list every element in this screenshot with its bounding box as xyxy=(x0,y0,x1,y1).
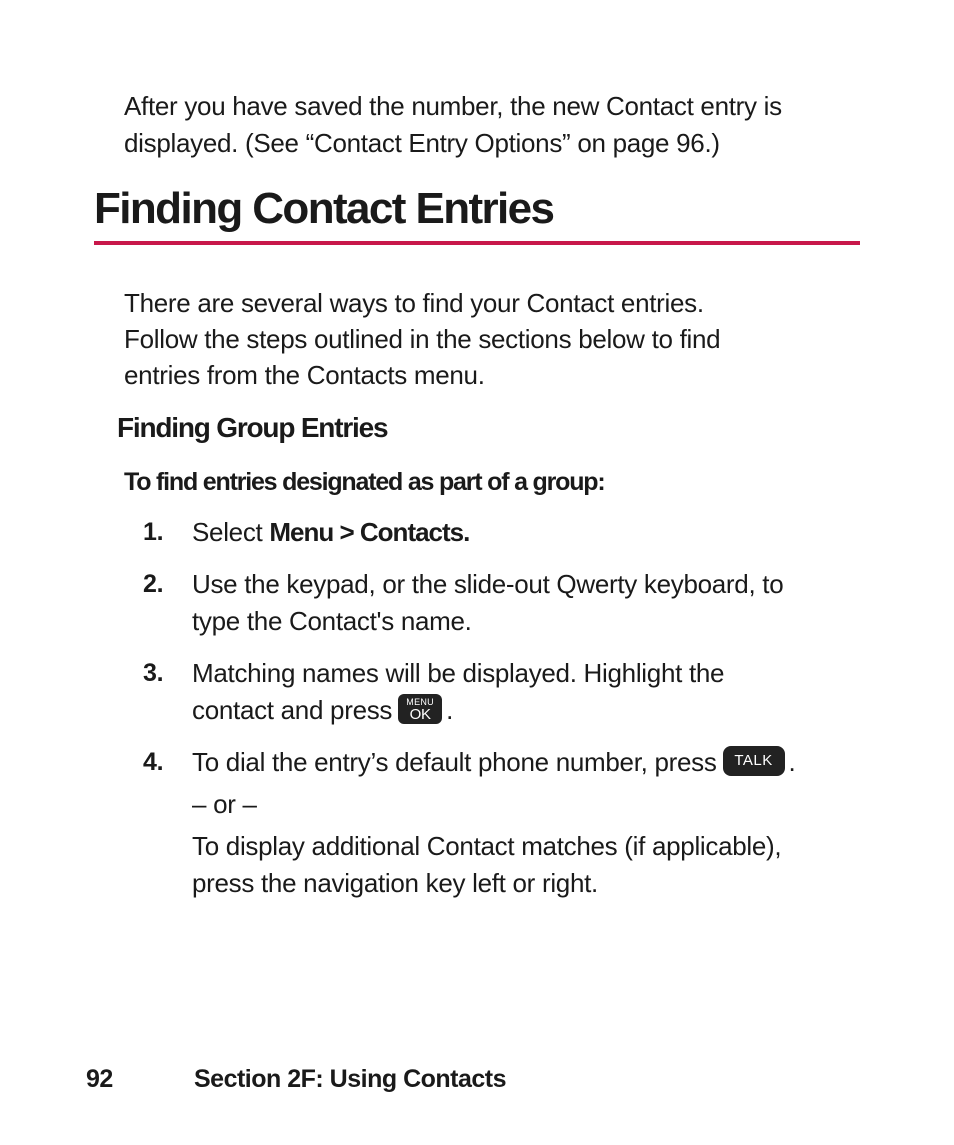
talk-key-icon xyxy=(723,746,785,776)
step-4-alt-line-1: To display additional Contact matches (if applicable), xyxy=(192,831,782,861)
step-1-prefix: Select xyxy=(192,517,270,547)
talk-key-label: TALK xyxy=(734,752,773,770)
step-number: 4. xyxy=(143,748,164,776)
step-text xyxy=(192,655,852,729)
step-text xyxy=(192,566,852,640)
step-3-line-2-prefix: contact and press xyxy=(192,695,393,725)
step-number: 2. xyxy=(143,570,164,598)
step-3-line-1: Matching names will be displayed. Highlight the xyxy=(192,658,725,688)
step-text xyxy=(192,744,852,781)
paragraph-line-2: Follow the steps outlined in the sections below to find xyxy=(124,324,721,354)
intro-paragraph xyxy=(124,88,864,162)
intro-line-1: After you have saved the number, the new Contact entry is xyxy=(124,91,782,121)
step-1-menu-path: Menu > Contacts. xyxy=(269,517,470,547)
step-3-line-2-suffix: . xyxy=(446,695,454,725)
step-4-alt-line-2: press the navigation key left or right. xyxy=(192,868,598,898)
step-2-line-2: type the Contact's name. xyxy=(192,606,472,636)
step-number: 3. xyxy=(143,659,164,687)
step-4-line-1-prefix: To dial the entry’s default phone number, press xyxy=(192,747,717,777)
step-4-line-1-suffix: . xyxy=(788,747,796,777)
step-4-alternative xyxy=(192,828,862,902)
menu-key-label: MENU xyxy=(406,697,434,708)
paragraph-line-3: entries from the Contacts menu. xyxy=(124,360,485,390)
page-number: 92 xyxy=(86,1065,113,1093)
intro-line-2: displayed. (See “Contact Entry Options” on page 96.) xyxy=(124,128,720,158)
subheading: Finding Group Entries xyxy=(117,412,388,443)
ok-key-label: OK xyxy=(409,706,431,724)
footer-section-title: Section 2F: Using Contacts xyxy=(194,1065,507,1093)
paragraph-line-1: There are several ways to find your Contact entries. xyxy=(124,288,704,318)
or-separator: – or – xyxy=(192,789,257,819)
title-rule xyxy=(94,241,860,245)
menu-ok-key-icon xyxy=(398,694,442,724)
step-number: 1. xyxy=(143,518,164,546)
page-title: Finding Contact Entries xyxy=(94,184,554,233)
step-text xyxy=(192,514,852,551)
page-footer xyxy=(86,1062,507,1096)
procedure-label: To find entries designated as part of a group: xyxy=(124,468,605,496)
step-2-line-1: Use the keypad, or the slide-out Qwerty keyboard, to xyxy=(192,569,784,599)
step-3-line-2 xyxy=(192,692,852,729)
section-paragraph xyxy=(124,285,864,393)
